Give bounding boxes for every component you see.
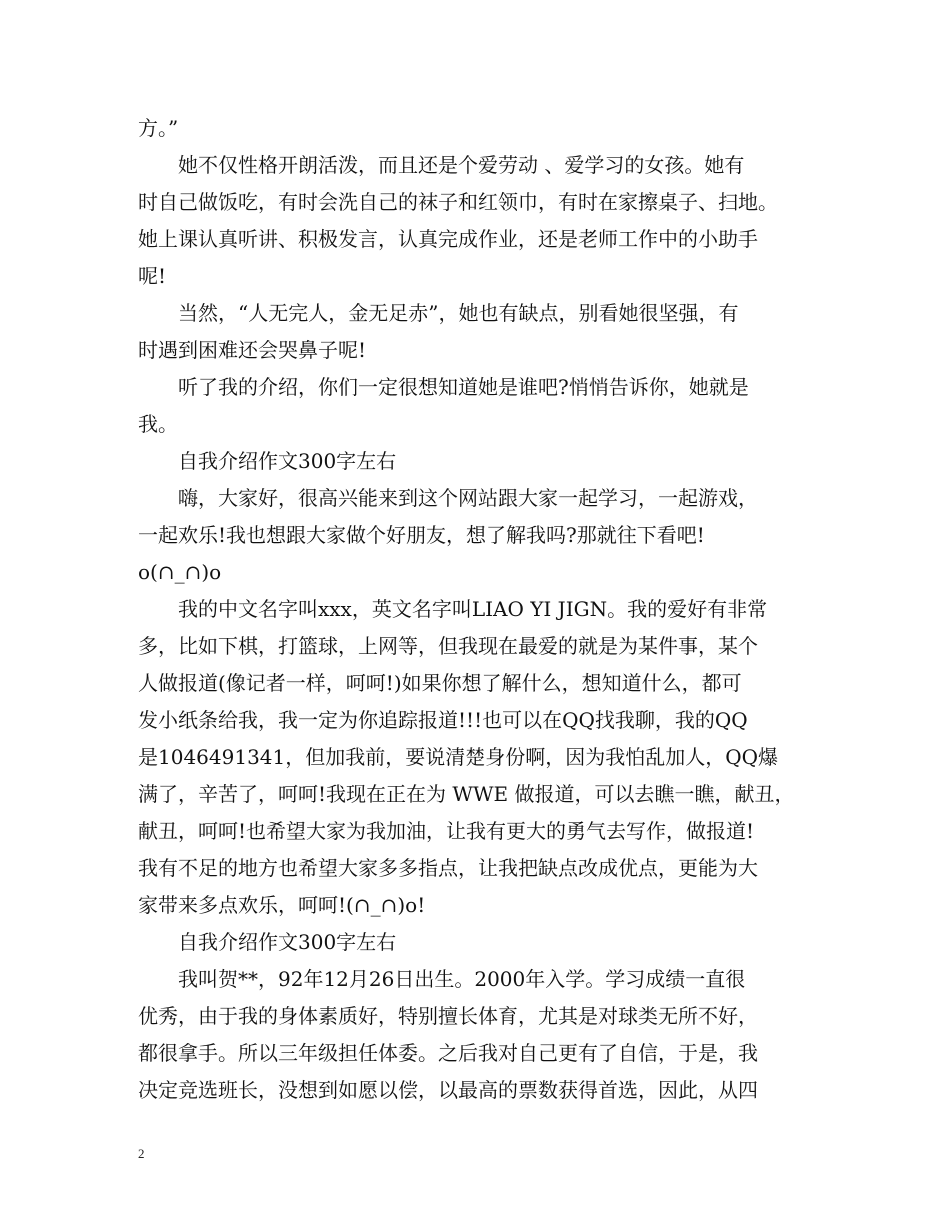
text-line: 一起欢乐!我也想跟大家做个好朋友，想了解我吗?那就往下看吧! bbox=[138, 523, 705, 547]
text-line: 决定竞选班长，没想到如愿以偿，以最高的票数获得首选，因此，从四 bbox=[138, 1078, 758, 1102]
text-line: 我。 bbox=[138, 412, 178, 436]
page-number: 2 bbox=[138, 1146, 145, 1161]
text-line: 我有不足的地方也希望大家多多指点，让我把缺点改成优点，更能为大 bbox=[138, 856, 758, 880]
text-line: 听了我的介绍，你们一定很想知道她是谁吧?悄悄告诉你，她就是 bbox=[138, 375, 749, 399]
text-line: 她上课认真听讲、积极发言，认真完成作业，还是老师工作中的小助手 bbox=[138, 227, 758, 251]
text-line: 她不仅性格开朗活泼，而且还是个爱劳动 、爱学习的女孩。她有 bbox=[138, 153, 745, 177]
text-line: 满了，辛苦了，呵呵!我现在正在为 WWE 做报道，可以去瞧一瞧，献丑， bbox=[138, 782, 795, 806]
text-line: 多，比如下棋，打篮球，上网等，但我现在最爱的就是为某件事，某个 bbox=[138, 634, 758, 658]
text-line: o(∩_∩)o bbox=[138, 560, 222, 584]
text-line: 我的中文名字叫xxx，英文名字叫LIAO YI JIGN。我的爱好有非常 bbox=[138, 597, 768, 621]
text-line: 发小纸条给我，我一定为你追踪报道!!!也可以在QQ找我聊，我的QQ bbox=[138, 708, 748, 732]
text-line: 人做报道(像记者一样，呵呵!)如果你想了解什么，想知道什么，都可 bbox=[138, 671, 742, 695]
text-line: 我叫贺**，92年12月26日出生。2000年入学。学习成绩一直很 bbox=[138, 967, 746, 991]
section-heading: 自我介绍作文300字左右 bbox=[138, 930, 397, 954]
section-heading: 自我介绍作文300字左右 bbox=[138, 449, 397, 473]
text-line: 献丑，呵呵!也希望大家为我加油，让我有更大的勇气去写作，做报道! bbox=[138, 819, 755, 843]
text-line: 当然，“人无完人，金无足赤”，她也有缺点，别看她很坚强，有 bbox=[138, 301, 739, 325]
text-line: 是1046491341，但加我前，要说清楚身份啊，因为我怕乱加人，QQ爆 bbox=[138, 745, 779, 769]
text-line: 时遇到困难还会哭鼻子呢! bbox=[138, 338, 367, 362]
text-line: 呢! bbox=[138, 264, 167, 288]
text-line: 方。” bbox=[138, 116, 179, 140]
text-line: 时自己做饭吃，有时会洗自己的袜子和红领巾，有时在家擦桌子、扫地。 bbox=[138, 190, 778, 214]
text-line: 都很拿手。所以三年级担任体委。之后我对自己更有了自信，于是，我 bbox=[138, 1041, 758, 1065]
text-line: 家带来多点欢乐，呵呵!(∩_∩)o! bbox=[138, 893, 426, 917]
text-line: 优秀，由于我的身体素质好，特别擅长体育，尤其是对球类无所不好， bbox=[138, 1004, 758, 1028]
text-line: 嗨，大家好，很高兴能来到这个网站跟大家一起学习，一起游戏， bbox=[138, 486, 758, 510]
